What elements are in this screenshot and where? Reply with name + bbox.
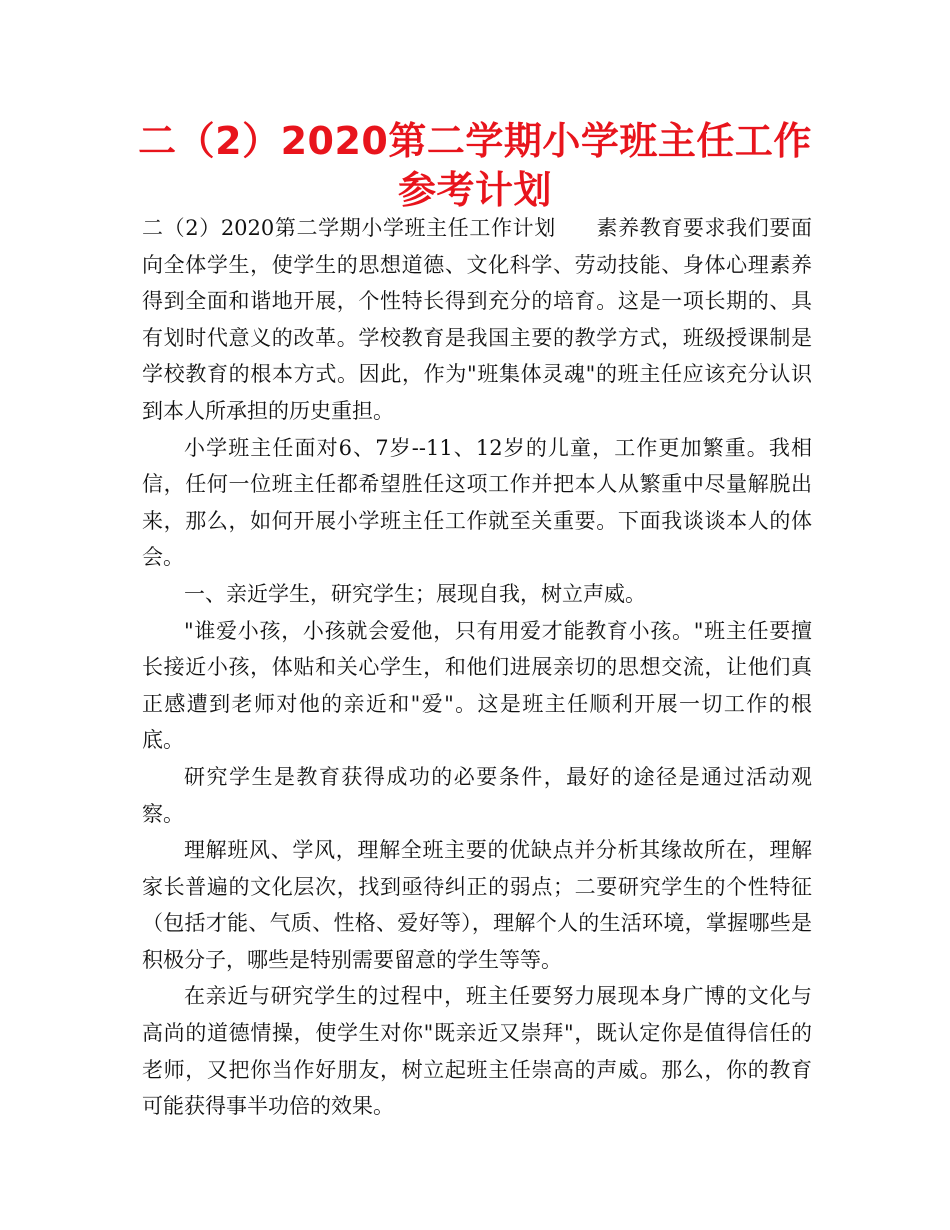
document-body bbox=[142, 210, 812, 1125]
paragraph-3: 研究学生是教育获得成功的必要条件，最好的途径是通过活动观察。 bbox=[142, 764, 812, 826]
paragraph-2: "谁爱小孩，小孩就会爱他，只有用爱才能教育小孩。"班主任要擅长接近小孩，体贴和关心学生，和他们进展亲切的思想交流，让他们真正感遭到老师对他的亲近和"爱"。这是班主任顺利开展一切工作的根底。 bbox=[142, 618, 812, 753]
paragraph-4: 理解班风、学风，理解全班主要的优缺点并分析其缘故所在，理解家长普遍的文化层次，找到亟待纠正的弱点；二要研究学生的个性特征（包括才能、气质、性格、爱好等），理解个人的生活环境，掌握哪些是积极分子，哪些是特别需要留意的学生等等。 bbox=[142, 838, 812, 972]
paragraph-1: 小学班主任面对6、7岁--11、12岁的儿童，工作更加繁重。我相信，任何一位班主任都希望胜任这项工作并把本人从繁重中尽量解脱出来，那么，如何开展小学班主任工作就至关重要。下面我谈谈本人的体会。 bbox=[142, 435, 812, 570]
document-title: 二（2）2020第二学期小学班主任工作参考计划 bbox=[138, 119, 812, 212]
paragraph-5: 在亲近与研究学生的过程中，班主任要努力展现本身广博的文化与高尚的道德情操，使学生对你"既亲近又崇拜"，既认定你是值得信任的老师，又把你当作好朋友，树立起班主任崇高的声威。那么，你的教育可能获得事半功倍的效果。 bbox=[142, 984, 812, 1119]
intro-text: 素养教育要求我们要面向全体学生，使学生的思想道德、文化科学、劳动技能、身体心理素养得到全面和谐地开展，个性特长得到充分的培育。这是一项长期的、具有划时代意义的改革。学校教育是我国主要的教学方式，班级授课制是学校教育的根本方式。因此，作为"班集体灵魂"的班主任应该充分认识到本人所承担的历史重担。 bbox=[142, 216, 812, 423]
intro-heading: 二（2）2020第二学期小学班主任工作计划 bbox=[142, 216, 556, 240]
section-heading-1: 一、亲近学生，研究学生；展现自我，树立声威。 bbox=[184, 581, 646, 606]
intro-paragraph bbox=[142, 210, 812, 430]
